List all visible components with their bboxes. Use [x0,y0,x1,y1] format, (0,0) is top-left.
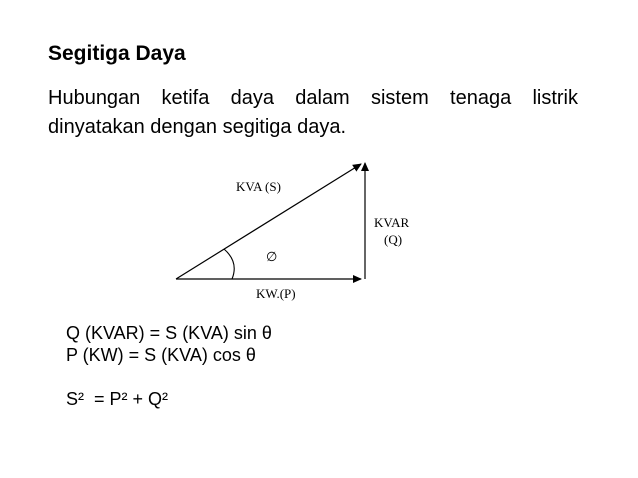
power-triangle-diagram [160,150,440,310]
slide-title: Segitiga Daya [48,42,186,65]
hypotenuse-label: KVA (S) [236,179,281,194]
intro-paragraph: Hubungan ketifa daya dalam sistem tenaga listrik dinyatakan dengan segitiga daya. [48,87,578,138]
active-power-formula: P (KW) = S (KVA) cos θ [66,345,256,365]
reactive-power-formula: Q (KVAR) = S (KVA) sin θ [66,323,272,343]
angle-symbol: ∅ [266,249,278,264]
vertical-label-line1: KVAR [374,215,410,230]
formula-block [66,322,272,410]
vertical-label-line2: (Q) [384,232,403,247]
formula-spacer [66,366,272,388]
base-label: KW.(P) [256,286,296,301]
apparent-power-formula: S² = P² + Q² [66,389,169,409]
angle-arc [224,249,234,279]
